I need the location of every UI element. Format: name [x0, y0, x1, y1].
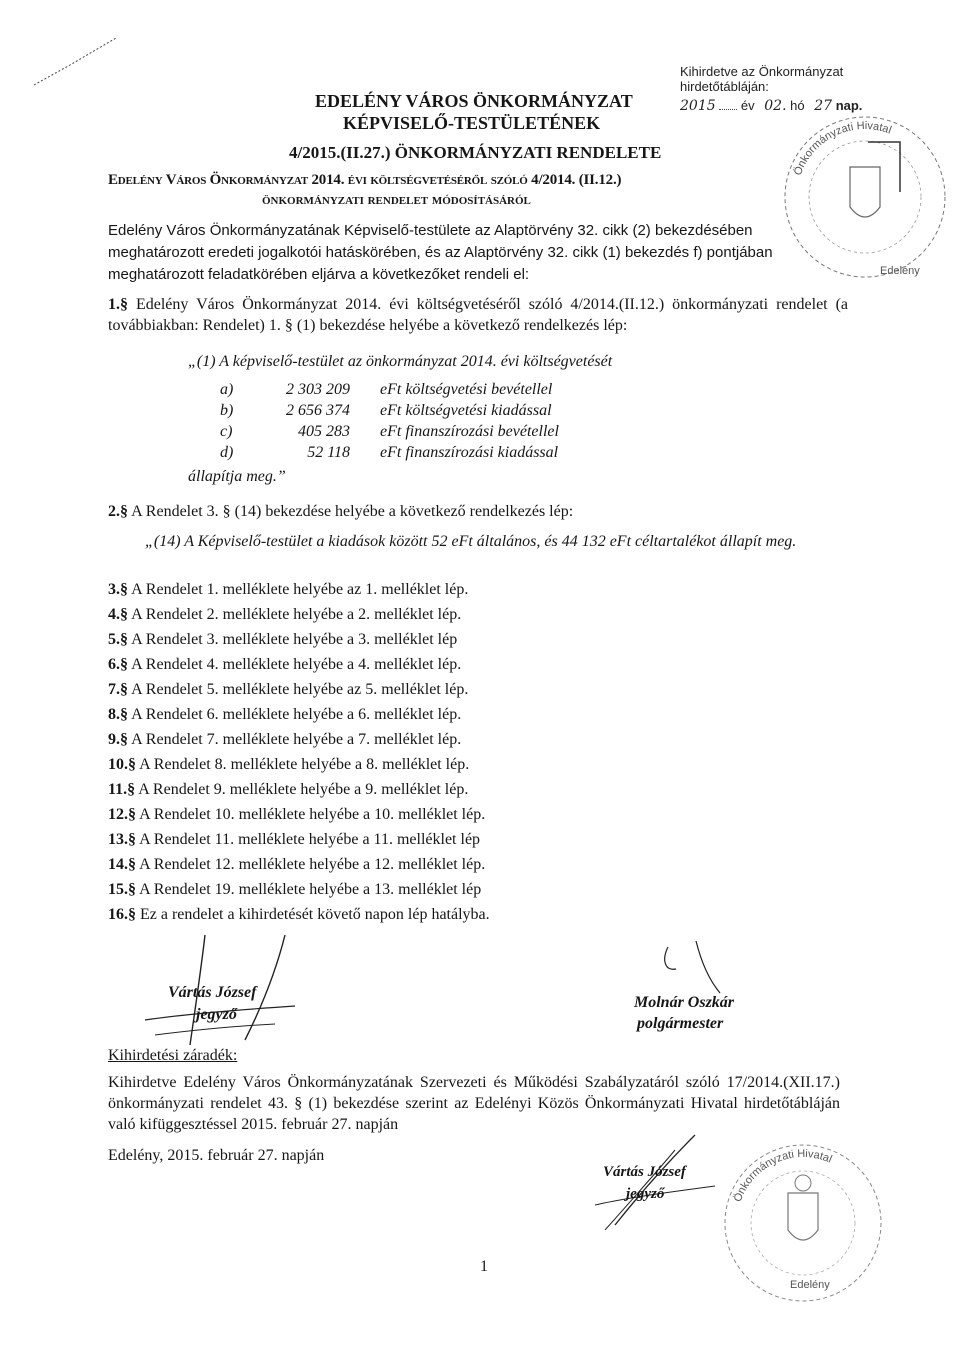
- section-6: [108, 655, 461, 675]
- stamp-bottom-city: Edelény: [790, 1279, 830, 1291]
- section-12: [108, 805, 485, 825]
- section-14-num: 14.§: [108, 856, 136, 873]
- closing-text: Kihirdetve Edelény Város Önkormányzatának Szervezeti és Működési Szabályzatáról szóló 17/2014.(XII.17.) önkormányzati rendelet 43. § (1) bekezdése szerint az Edelényi Közös Önkormányzati Hivatal hirdetőtábláján való kifüggesztéssel 2015. február 27. napján: [108, 1074, 840, 1133]
- section-13: [108, 830, 480, 850]
- section-16-text: Ez a rendelet a kihirdetését követő napon lép hatályba.: [140, 906, 490, 923]
- closing-heading: Kihirdetési záradék:: [108, 1047, 238, 1064]
- section-1-quote-intro: „(1) A képviselő-testület az önkormányzat 2014. évi költségvetését: [188, 353, 613, 370]
- section-6-num: 6.§: [108, 656, 128, 673]
- official-stamp-top: [780, 112, 950, 282]
- item-c-label: c): [220, 423, 233, 440]
- item-b-desc: eFt költségvetési kiadással: [380, 402, 552, 419]
- official-stamp-bottom: [718, 1138, 888, 1308]
- header-line1: EDELÉNY VÁROS ÖNKORMÁNYZAT: [315, 91, 633, 111]
- section-10-text: A Rendelet 8. melléklete helyébe a 8. melléklet lép.: [139, 756, 470, 773]
- section-5-text: A Rendelet 3. melléklete helyébe a 3. melléklet lép: [131, 631, 458, 648]
- section-16: [108, 905, 490, 925]
- section-2: [108, 502, 573, 522]
- section-7: [108, 680, 468, 700]
- section-15: [108, 880, 481, 900]
- item-a-label: a): [220, 381, 234, 398]
- subject-line2: önkormányzati rendelet módosításáról: [262, 192, 531, 208]
- decree-title: 4/2015.(II.27.) ÖNKORMÁNYZATI RENDELETE: [289, 143, 662, 162]
- right-signer-title: polgármester: [637, 1015, 724, 1032]
- section-1-text: Edelény Város Önkormányzat 2014. évi költségvetéséről szóló 4/2014.(II.12.) önkormányzati rendelet (a továbbiakban: Rendelet) 1. § (1) bekezdése helyébe a következő rendelkezés lép:: [108, 296, 849, 334]
- section-5-num: 5.§: [108, 631, 128, 648]
- section-4: [108, 605, 461, 625]
- bottom-signer-title: jegyző: [626, 1186, 665, 1202]
- bottom-signer-name: Vártás József: [603, 1164, 686, 1180]
- item-a-amount: 2 303 209: [286, 381, 350, 398]
- section-15-text: A Rendelet 19. melléklete helyébe a 13. melléklet lép: [139, 881, 482, 898]
- preamble: Edelény Város Önkormányzatának Képviselő-testülete az Alaptörvény 32. cikk (2) bekezdésében meghatározott eredeti jogalkotói hatáskörében, és az Alaptörvény 32. cikk (1) bekezdés f) pontjában meghatározott feladatkörében eljárva a következőket rendeli el:: [108, 222, 773, 283]
- day-label: nap.: [835, 98, 863, 113]
- section-8-num: 8.§: [108, 706, 128, 723]
- item-d-desc: eFt finanszírozási kiadással: [380, 444, 559, 461]
- section-14-text: A Rendelet 12. melléklete helyébe a 12. melléklet lép.: [139, 856, 486, 873]
- section-16-num: 16.§: [108, 906, 136, 923]
- month-label: hó: [790, 98, 805, 113]
- section-6-text: A Rendelet 4. melléklete helyébe a 4. melléklet lép.: [131, 656, 462, 673]
- section-13-text: A Rendelet 11. melléklete helyébe a 11. melléklet lép: [139, 831, 481, 848]
- section-11: [108, 780, 468, 800]
- section-5: [108, 630, 457, 650]
- section-13-num: 13.§: [108, 831, 136, 848]
- section-1-num: 1.§: [108, 296, 128, 313]
- section-3: [108, 580, 468, 600]
- year-label: év: [740, 98, 755, 113]
- section-9-num: 9.§: [108, 731, 128, 748]
- section-14: [108, 855, 485, 875]
- section-12-num: 12.§: [108, 806, 136, 823]
- section-8: [108, 705, 461, 725]
- section-1: [108, 294, 848, 336]
- section-7-num: 7.§: [108, 681, 128, 698]
- subject-line1: Edelény Város Önkormányzat 2014. évi költségvetéséről szóló 4/2014. (II.12.): [108, 172, 622, 188]
- section-4-num: 4.§: [108, 606, 128, 623]
- section-3-text: A Rendelet 1. melléklete helyébe az 1. melléklet lép.: [131, 581, 469, 598]
- item-c-amount: 405 283: [298, 423, 350, 440]
- section-3-num: 3.§: [108, 581, 128, 598]
- section-9: [108, 730, 461, 750]
- section-11-text: A Rendelet 9. melléklete helyébe a 9. melléklet lép.: [138, 781, 469, 798]
- section-10-num: 10.§: [108, 756, 136, 773]
- left-signer-title: jegyző: [196, 1006, 237, 1023]
- closing-date: Edelény, 2015. február 27. napján: [108, 1147, 325, 1164]
- item-b-amount: 2 656 374: [286, 402, 350, 419]
- section-4-text: A Rendelet 2. melléklete helyébe a 2. melléklet lép.: [131, 606, 462, 623]
- section-9-text: A Rendelet 7. melléklete helyébe a 7. melléklet lép.: [131, 731, 462, 748]
- section-2-num: 2.§: [108, 503, 128, 520]
- section-15-num: 15.§: [108, 881, 136, 898]
- posted-notice-title: Kihirdetve az Önkormányzat: [680, 64, 844, 79]
- header-line2: KÉPVISELŐ-TESTÜLETÉNEK: [343, 113, 601, 133]
- item-d-label: d): [220, 444, 234, 461]
- section-10: [108, 755, 469, 775]
- item-c-desc: eFt finanszírozási bevétellel: [380, 423, 559, 440]
- posted-notice-subtitle: hirdetőtábláján:: [680, 79, 769, 94]
- pen-mark: [30, 30, 120, 90]
- section-2-text: A Rendelet 3. § (14) bekezdése helyébe a következő rendelkezés lép:: [131, 503, 574, 520]
- right-signature-scribble: [650, 935, 740, 995]
- item-d-amount: 52 118: [307, 444, 350, 461]
- section-7-text: A Rendelet 5. melléklete helyébe az 5. melléklet lép.: [131, 681, 469, 698]
- item-b-label: b): [220, 402, 234, 419]
- svg-text:Önkormányzati Hivatal: [792, 120, 893, 177]
- section-12-text: A Rendelet 10. melléklete helyébe a 10. melléklet lép.: [139, 806, 486, 823]
- handwritten-day: 27: [814, 98, 833, 114]
- section-1-quote-end: állapítja meg.”: [188, 468, 286, 485]
- section-11-num: 11.§: [108, 781, 136, 798]
- section-8-text: A Rendelet 6. melléklete helyébe a 6. melléklet lép.: [131, 706, 462, 723]
- stamp-top-city: Edelény: [880, 265, 920, 277]
- item-a-desc: eFt költségvetési bevétellel: [380, 381, 553, 398]
- left-signer-name: Vártás József: [168, 984, 257, 1001]
- handwritten-month: 02.: [764, 98, 787, 114]
- posted-notice: [680, 64, 920, 114]
- stamp-bottom-ring-text: Önkormányzati Hivatal: [731, 1147, 834, 1204]
- stamp-top-ring-text: Önkormányzati Hivatal: [791, 119, 894, 178]
- right-signer-name: Molnár Oszkár: [634, 994, 735, 1011]
- section-2-quote: „(14) A Képviselő-testület a kiadások között 52 eFt általános, és 44 132 eFt céltartalékot állapít meg.: [145, 533, 797, 550]
- handwritten-year: 2015: [680, 98, 716, 114]
- page-number: 1: [480, 1258, 488, 1275]
